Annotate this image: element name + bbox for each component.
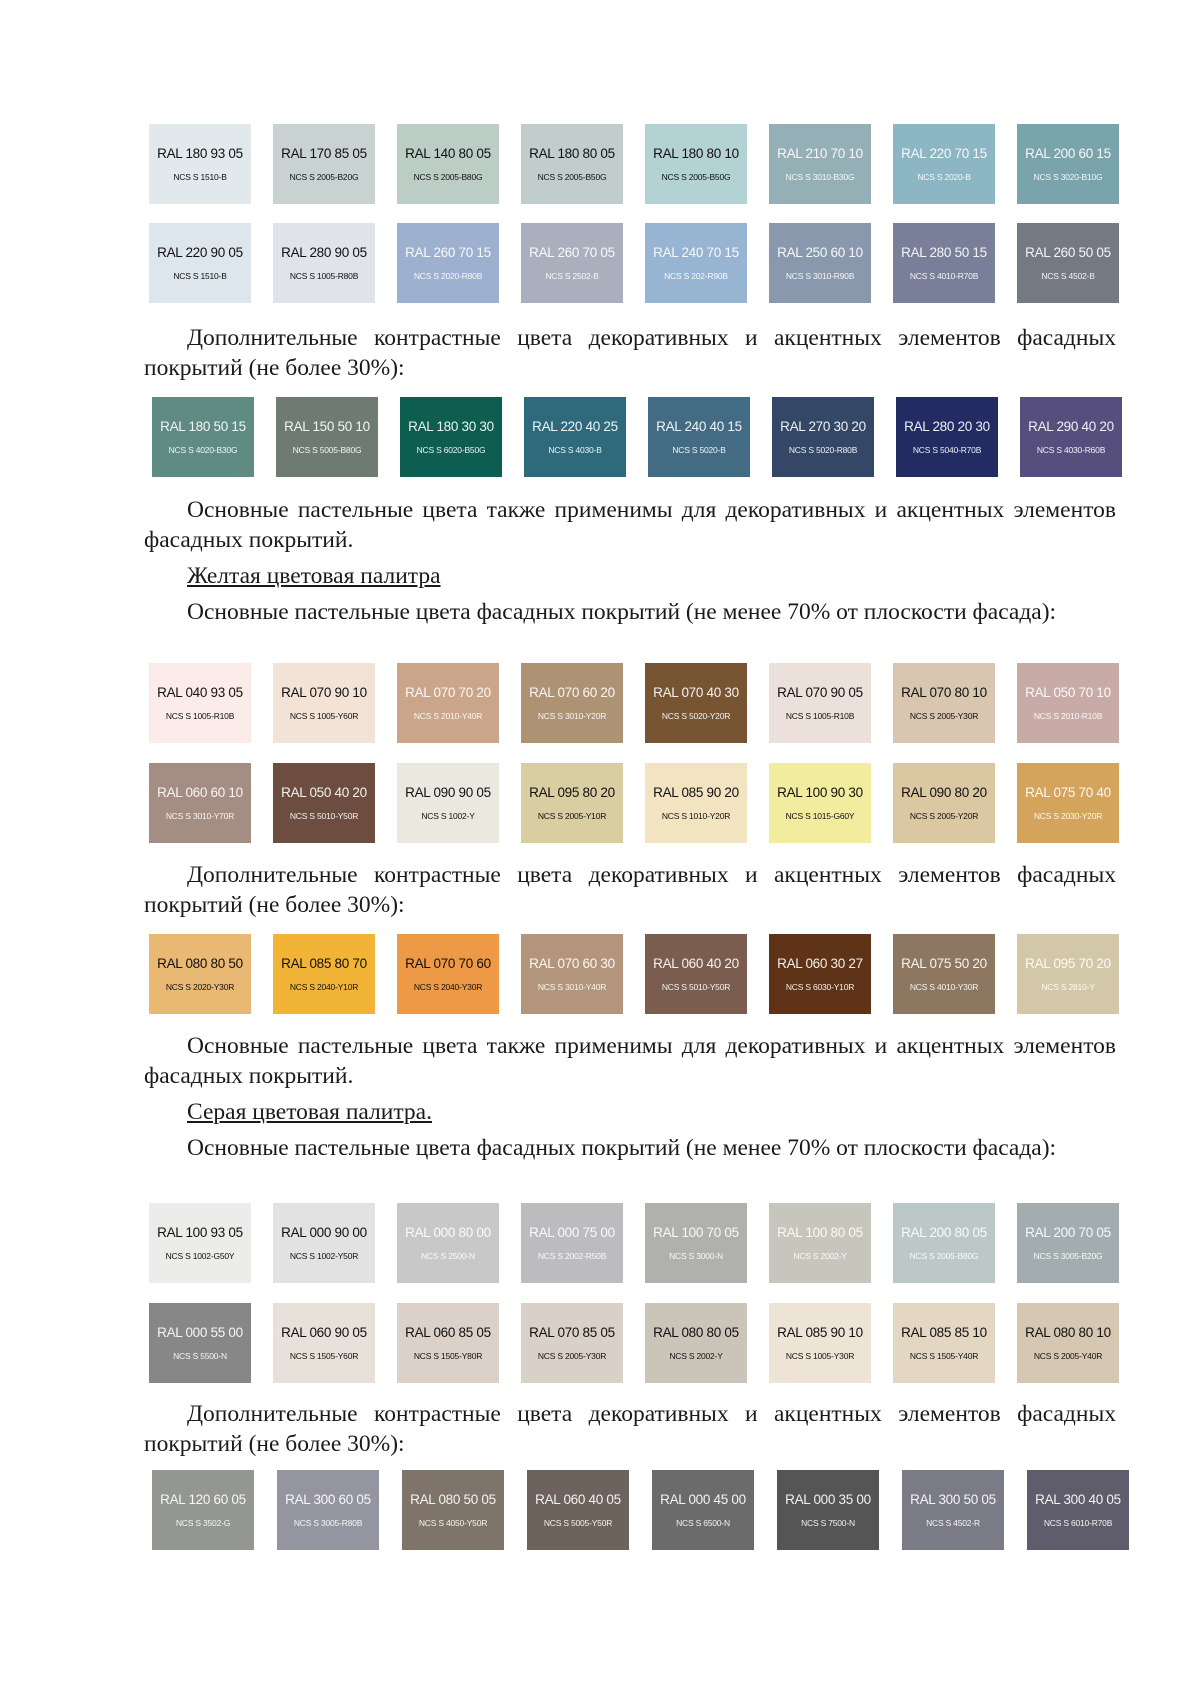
ncs-code: NCS S 5010-Y50R (661, 981, 731, 992)
ncs-code: NCS S 2030-Y20R (1033, 810, 1103, 821)
ral-code: RAL 270 30 20 (780, 418, 866, 434)
color-swatch (521, 223, 623, 303)
ral-code: RAL 070 80 10 (901, 684, 987, 700)
ncs-code: NCS S 2005-B80G (413, 171, 483, 182)
ral-code: RAL 085 90 20 (653, 784, 739, 800)
ral-code: RAL 070 60 20 (529, 684, 615, 700)
ncs-code: NCS S 4050-Y50R (418, 1517, 488, 1528)
color-swatch (645, 1203, 747, 1283)
ncs-code: NCS S 1002-Y50R (289, 1250, 359, 1261)
color-swatch (769, 223, 871, 303)
color-swatch (896, 397, 998, 477)
color-swatch (273, 663, 375, 743)
gray-palette-heading: Серая цветовая палитра. (187, 1099, 432, 1125)
ncs-code: NCS S 3005-B20G (1033, 1250, 1103, 1261)
ral-code: RAL 280 90 05 (281, 244, 367, 260)
ncs-code: NCS S 3010-R90B (785, 270, 855, 281)
ral-code: RAL 000 90 00 (281, 1224, 367, 1240)
ral-code: RAL 100 80 05 (777, 1224, 863, 1240)
ncs-code: NCS S 2040-Y30R (413, 981, 483, 992)
color-swatch (645, 1303, 747, 1383)
color-swatch (893, 1303, 995, 1383)
color-swatch (1027, 1470, 1129, 1550)
ral-code: RAL 060 30 27 (777, 955, 863, 971)
color-swatch (893, 1203, 995, 1283)
ral-code: RAL 070 85 05 (529, 1324, 615, 1340)
ncs-code: NCS S 202-R90B (664, 270, 728, 281)
ncs-code: NCS S 4010-R70B (909, 270, 979, 281)
color-swatch (400, 397, 502, 477)
ncs-code: NCS S 2020-Y30R (165, 981, 235, 992)
ral-code: RAL 070 60 30 (529, 955, 615, 971)
color-swatch (397, 124, 499, 204)
color-swatch (149, 1303, 251, 1383)
color-swatch (152, 397, 254, 477)
color-swatch (273, 1203, 375, 1283)
ral-code: RAL 210 70 10 (777, 145, 863, 161)
swatch-row (149, 124, 1119, 204)
color-swatch (645, 934, 747, 1014)
ncs-code: NCS S 3502-G (175, 1517, 231, 1528)
ncs-code: NCS S 2002-Y (793, 1250, 847, 1261)
ral-code: RAL 080 80 10 (1025, 1324, 1111, 1340)
color-swatch (273, 1303, 375, 1383)
ral-code: RAL 260 50 05 (1025, 244, 1111, 260)
color-swatch (521, 124, 623, 204)
color-swatch (149, 1203, 251, 1283)
ncs-code: NCS S 6030-Y10R (785, 981, 855, 992)
ral-code: RAL 000 55 00 (157, 1324, 243, 1340)
color-swatch (524, 397, 626, 477)
color-swatch (769, 1303, 871, 1383)
ncs-code: NCS S 2010-R10B (1033, 710, 1103, 721)
color-swatch (397, 1303, 499, 1383)
ral-code: RAL 060 60 10 (157, 784, 243, 800)
ncs-code: NCS S 5040-R70B (912, 444, 982, 455)
color-swatch (1017, 1303, 1119, 1383)
color-swatch (149, 663, 251, 743)
ral-code: RAL 300 40 05 (1035, 1491, 1121, 1507)
ncs-code: NCS S 2005-B80G (909, 1250, 979, 1261)
color-swatch (777, 1470, 879, 1550)
ncs-code: NCS S 1005-R10B (165, 710, 235, 721)
ral-code: RAL 000 45 00 (660, 1491, 746, 1507)
ncs-code: NCS S 3010-Y40R (537, 981, 607, 992)
ral-code: RAL 100 90 30 (777, 784, 863, 800)
ncs-code: NCS S 1505-Y80R (413, 1350, 483, 1361)
ncs-code: NCS S 2005-Y40R (1033, 1350, 1103, 1361)
color-swatch (1017, 223, 1119, 303)
ncs-code: NCS S 7500-N (801, 1517, 855, 1528)
ral-code: RAL 100 93 05 (157, 1224, 243, 1240)
ncs-code: NCS S 1005-Y30R (785, 1350, 855, 1361)
color-swatch (149, 934, 251, 1014)
swatch-row (152, 397, 1122, 477)
ral-code: RAL 060 85 05 (405, 1324, 491, 1340)
color-swatch (521, 663, 623, 743)
ral-code: RAL 050 40 20 (281, 784, 367, 800)
ncs-code: NCS S 5005-B80G (292, 444, 362, 455)
color-swatch (152, 1470, 254, 1550)
color-swatch (769, 1203, 871, 1283)
ncs-code: NCS S 1002-G50Y (165, 1250, 235, 1261)
ral-code: RAL 290 40 20 (1028, 418, 1114, 434)
ncs-code: NCS S 2005-Y30R (909, 710, 979, 721)
color-swatch (149, 223, 251, 303)
ncs-code: NCS S 4502-R (926, 1517, 980, 1528)
color-swatch (645, 763, 747, 843)
ral-code: RAL 180 80 05 (529, 145, 615, 161)
ncs-code: NCS S 3020-B10G (1033, 171, 1103, 182)
ncs-code: NCS S 1010-Y20R (661, 810, 731, 821)
color-swatch (893, 763, 995, 843)
ncs-code: NCS S 5020-R80B (788, 444, 858, 455)
ncs-code: NCS S 2002-R50B (537, 1250, 607, 1261)
ral-code: RAL 200 60 15 (1025, 145, 1111, 161)
ncs-code: NCS S 6500-N (676, 1517, 730, 1528)
color-swatch (273, 763, 375, 843)
ncs-code: NCS S 4030-B (548, 444, 602, 455)
ral-code: RAL 280 50 15 (901, 244, 987, 260)
ncs-code: NCS S 6010-R70B (1043, 1517, 1113, 1528)
ncs-code: NCS S 3010-Y20R (537, 710, 607, 721)
ral-code: RAL 200 70 05 (1025, 1224, 1111, 1240)
ral-code: RAL 220 70 15 (901, 145, 987, 161)
ral-code: RAL 080 80 05 (653, 1324, 739, 1340)
ral-code: RAL 000 75 00 (529, 1224, 615, 1240)
ral-code: RAL 300 50 05 (910, 1491, 996, 1507)
ral-code: RAL 090 90 05 (405, 784, 491, 800)
ncs-code: NCS S 5020-B (672, 444, 726, 455)
color-swatch (769, 663, 871, 743)
ral-code: RAL 120 60 05 (160, 1491, 246, 1507)
swatch-row (149, 934, 1119, 1014)
paragraph-text: Основные пастельные цвета фасадных покрытий (не менее 70% от плоскости фасада): (187, 599, 1057, 625)
ncs-code: NCS S 2810-Y (1041, 981, 1095, 992)
color-swatch (397, 934, 499, 1014)
color-swatch (1017, 1203, 1119, 1283)
paragraph-additional-yellow (144, 860, 1116, 920)
paragraph-basic-also-blue (144, 495, 1116, 555)
swatch-row (149, 1303, 1119, 1383)
color-swatch (397, 223, 499, 303)
yellow-palette-heading: Желтая цветовая палитра (187, 563, 441, 589)
paragraph-text: Дополнительные контрастные цвета декоративных и акцентных элементов фасадных покрытий (не более 30%): (144, 1401, 1116, 1457)
ncs-code: NCS S 1510-B (173, 171, 227, 182)
ral-code: RAL 060 40 05 (535, 1491, 621, 1507)
color-swatch (1020, 397, 1122, 477)
color-swatch (1017, 124, 1119, 204)
ral-code: RAL 085 80 70 (281, 955, 367, 971)
ncs-code: NCS S 2005-B50G (537, 171, 607, 182)
ncs-code: NCS S 2010-Y40R (413, 710, 483, 721)
ncs-code: NCS S 2005-Y20R (909, 810, 979, 821)
color-swatch (645, 223, 747, 303)
ral-code: RAL 280 20 30 (904, 418, 990, 434)
ral-code: RAL 000 35 00 (785, 1491, 871, 1507)
color-swatch (772, 397, 874, 477)
ncs-code: NCS S 4030-R60B (1036, 444, 1106, 455)
ral-code: RAL 150 50 10 (284, 418, 370, 434)
color-swatch (277, 1470, 379, 1550)
color-swatch (893, 934, 995, 1014)
ral-code: RAL 180 80 10 (653, 145, 739, 161)
color-swatch (769, 124, 871, 204)
ncs-code: NCS S 2005-B50G (661, 171, 731, 182)
ncs-code: NCS S 5020-Y20R (661, 710, 731, 721)
ncs-code: NCS S 2005-Y30R (537, 1350, 607, 1361)
color-swatch (893, 223, 995, 303)
color-swatch (276, 397, 378, 477)
ncs-code: NCS S 2040-Y10R (289, 981, 359, 992)
ncs-code: NCS S 5010-Y50R (289, 810, 359, 821)
paragraph-basic-also-yellow (144, 1031, 1116, 1091)
paragraph-additional-blue (144, 323, 1116, 383)
ral-code: RAL 070 40 30 (653, 684, 739, 700)
ral-code: RAL 060 90 05 (281, 1324, 367, 1340)
paragraph-text: Дополнительные контрастные цвета декоративных и акцентных элементов фасадных покрытий (не более 30%): (144, 325, 1116, 381)
color-swatch (645, 663, 747, 743)
ncs-code: NCS S 1005-R10B (785, 710, 855, 721)
ral-code: RAL 080 50 05 (410, 1491, 496, 1507)
ral-code: RAL 095 70 20 (1025, 955, 1111, 971)
color-swatch (273, 223, 375, 303)
ral-code: RAL 000 80 00 (405, 1224, 491, 1240)
swatch-row (149, 763, 1119, 843)
ral-code: RAL 300 60 05 (285, 1491, 371, 1507)
ral-code: RAL 075 70 40 (1025, 784, 1111, 800)
color-swatch (1017, 763, 1119, 843)
color-swatch (149, 124, 251, 204)
ncs-code: NCS S 2005-B20G (289, 171, 359, 182)
ral-code: RAL 070 90 10 (281, 684, 367, 700)
ral-code: RAL 070 70 20 (405, 684, 491, 700)
swatch-row (149, 663, 1119, 743)
ral-code: RAL 050 70 10 (1025, 684, 1111, 700)
ral-code: RAL 085 90 10 (777, 1324, 863, 1340)
color-swatch (397, 663, 499, 743)
ncs-code: NCS S 5005-Y50R (543, 1517, 613, 1528)
color-swatch (893, 124, 995, 204)
ral-code: RAL 220 40 25 (532, 418, 618, 434)
ral-code: RAL 220 90 05 (157, 244, 243, 260)
ncs-code: NCS S 6020-B50G (416, 444, 486, 455)
color-swatch (521, 1203, 623, 1283)
ral-code: RAL 200 80 05 (901, 1224, 987, 1240)
ral-code: RAL 240 40 15 (656, 418, 742, 434)
color-swatch (397, 763, 499, 843)
ral-code: RAL 070 70 60 (405, 955, 491, 971)
paragraph-text: Основные пастельные цвета также применимы для декоративных и акцентных элементов фасадных покрытий. (144, 497, 1116, 553)
color-swatch (648, 397, 750, 477)
ral-code: RAL 180 30 30 (408, 418, 494, 434)
paragraph-basic-main-yellow (144, 597, 1116, 627)
ncs-code: NCS S 1005-R80B (289, 270, 359, 281)
color-swatch (902, 1470, 1004, 1550)
ral-code: RAL 080 80 50 (157, 955, 243, 971)
ral-code: RAL 140 80 05 (405, 145, 491, 161)
color-swatch (527, 1470, 629, 1550)
ncs-code: NCS S 5500-N (173, 1350, 227, 1361)
ral-code: RAL 070 90 05 (777, 684, 863, 700)
color-swatch (273, 934, 375, 1014)
ncs-code: NCS S 2502-B (545, 270, 599, 281)
ncs-code: NCS S 3010-B30G (785, 171, 855, 182)
paragraph-additional-gray (144, 1399, 1116, 1459)
ral-code: RAL 260 70 05 (529, 244, 615, 260)
ncs-code: NCS S 4020-B30G (168, 444, 238, 455)
ncs-code: NCS S 2005-Y10R (537, 810, 607, 821)
color-swatch (769, 934, 871, 1014)
paragraph-basic-main-gray (144, 1133, 1116, 1163)
ncs-code: NCS S 4010-Y30R (909, 981, 979, 992)
color-swatch (1017, 663, 1119, 743)
color-swatch (652, 1470, 754, 1550)
ral-code: RAL 040 93 05 (157, 684, 243, 700)
ral-code: RAL 095 80 20 (529, 784, 615, 800)
color-swatch (273, 124, 375, 204)
paragraph-text: Дополнительные контрастные цвета декоративных и акцентных элементов фасадных покрытий (не более 30%): (144, 862, 1116, 918)
ncs-code: NCS S 2020-R80B (413, 270, 483, 281)
color-swatch (149, 763, 251, 843)
ncs-code: NCS S 1505-Y40R (909, 1350, 979, 1361)
color-swatch (521, 934, 623, 1014)
ral-code: RAL 240 70 15 (653, 244, 739, 260)
ral-code: RAL 085 85 10 (901, 1324, 987, 1340)
color-swatch (397, 1203, 499, 1283)
ral-code: RAL 060 40 20 (653, 955, 739, 971)
ral-code: RAL 260 70 15 (405, 244, 491, 260)
ncs-code: NCS S 2500-N (421, 1250, 475, 1261)
ncs-code: NCS S 3010-Y70R (165, 810, 235, 821)
ral-code: RAL 250 60 10 (777, 244, 863, 260)
ncs-code: NCS S 1002-Y (421, 810, 475, 821)
paragraph-text: Основные пастельные цвета также применимы для декоративных и акцентных элементов фасадных покрытий. (144, 1033, 1116, 1089)
ncs-code: NCS S 1510-B (173, 270, 227, 281)
ral-code: RAL 075 50 20 (901, 955, 987, 971)
color-swatch (521, 1303, 623, 1383)
ncs-code: NCS S 1015-G60Y (785, 810, 855, 821)
color-swatch (1017, 934, 1119, 1014)
swatch-row (149, 1203, 1119, 1283)
ncs-code: NCS S 4502-B (1041, 270, 1095, 281)
ncs-code: NCS S 2002-Y (669, 1350, 723, 1361)
swatch-row (149, 223, 1119, 303)
color-swatch (645, 124, 747, 204)
color-swatch (521, 763, 623, 843)
ncs-code: NCS S 1005-Y60R (289, 710, 359, 721)
color-swatch (769, 763, 871, 843)
ral-code: RAL 100 70 05 (653, 1224, 739, 1240)
color-swatch (893, 663, 995, 743)
paragraph-text: Основные пастельные цвета фасадных покрытий (не менее 70% от плоскости фасада): (187, 1135, 1057, 1161)
ncs-code: NCS S 1505-Y60R (289, 1350, 359, 1361)
ncs-code: NCS S 3000-N (669, 1250, 723, 1261)
ral-code: RAL 090 80 20 (901, 784, 987, 800)
ncs-code: NCS S 3005-R80B (293, 1517, 363, 1528)
swatch-row (152, 1470, 1129, 1550)
ncs-code: NCS S 2020-B (917, 171, 971, 182)
color-swatch (402, 1470, 504, 1550)
ral-code: RAL 170 85 05 (281, 145, 367, 161)
ral-code: RAL 180 50 15 (160, 418, 246, 434)
ral-code: RAL 180 93 05 (157, 145, 243, 161)
